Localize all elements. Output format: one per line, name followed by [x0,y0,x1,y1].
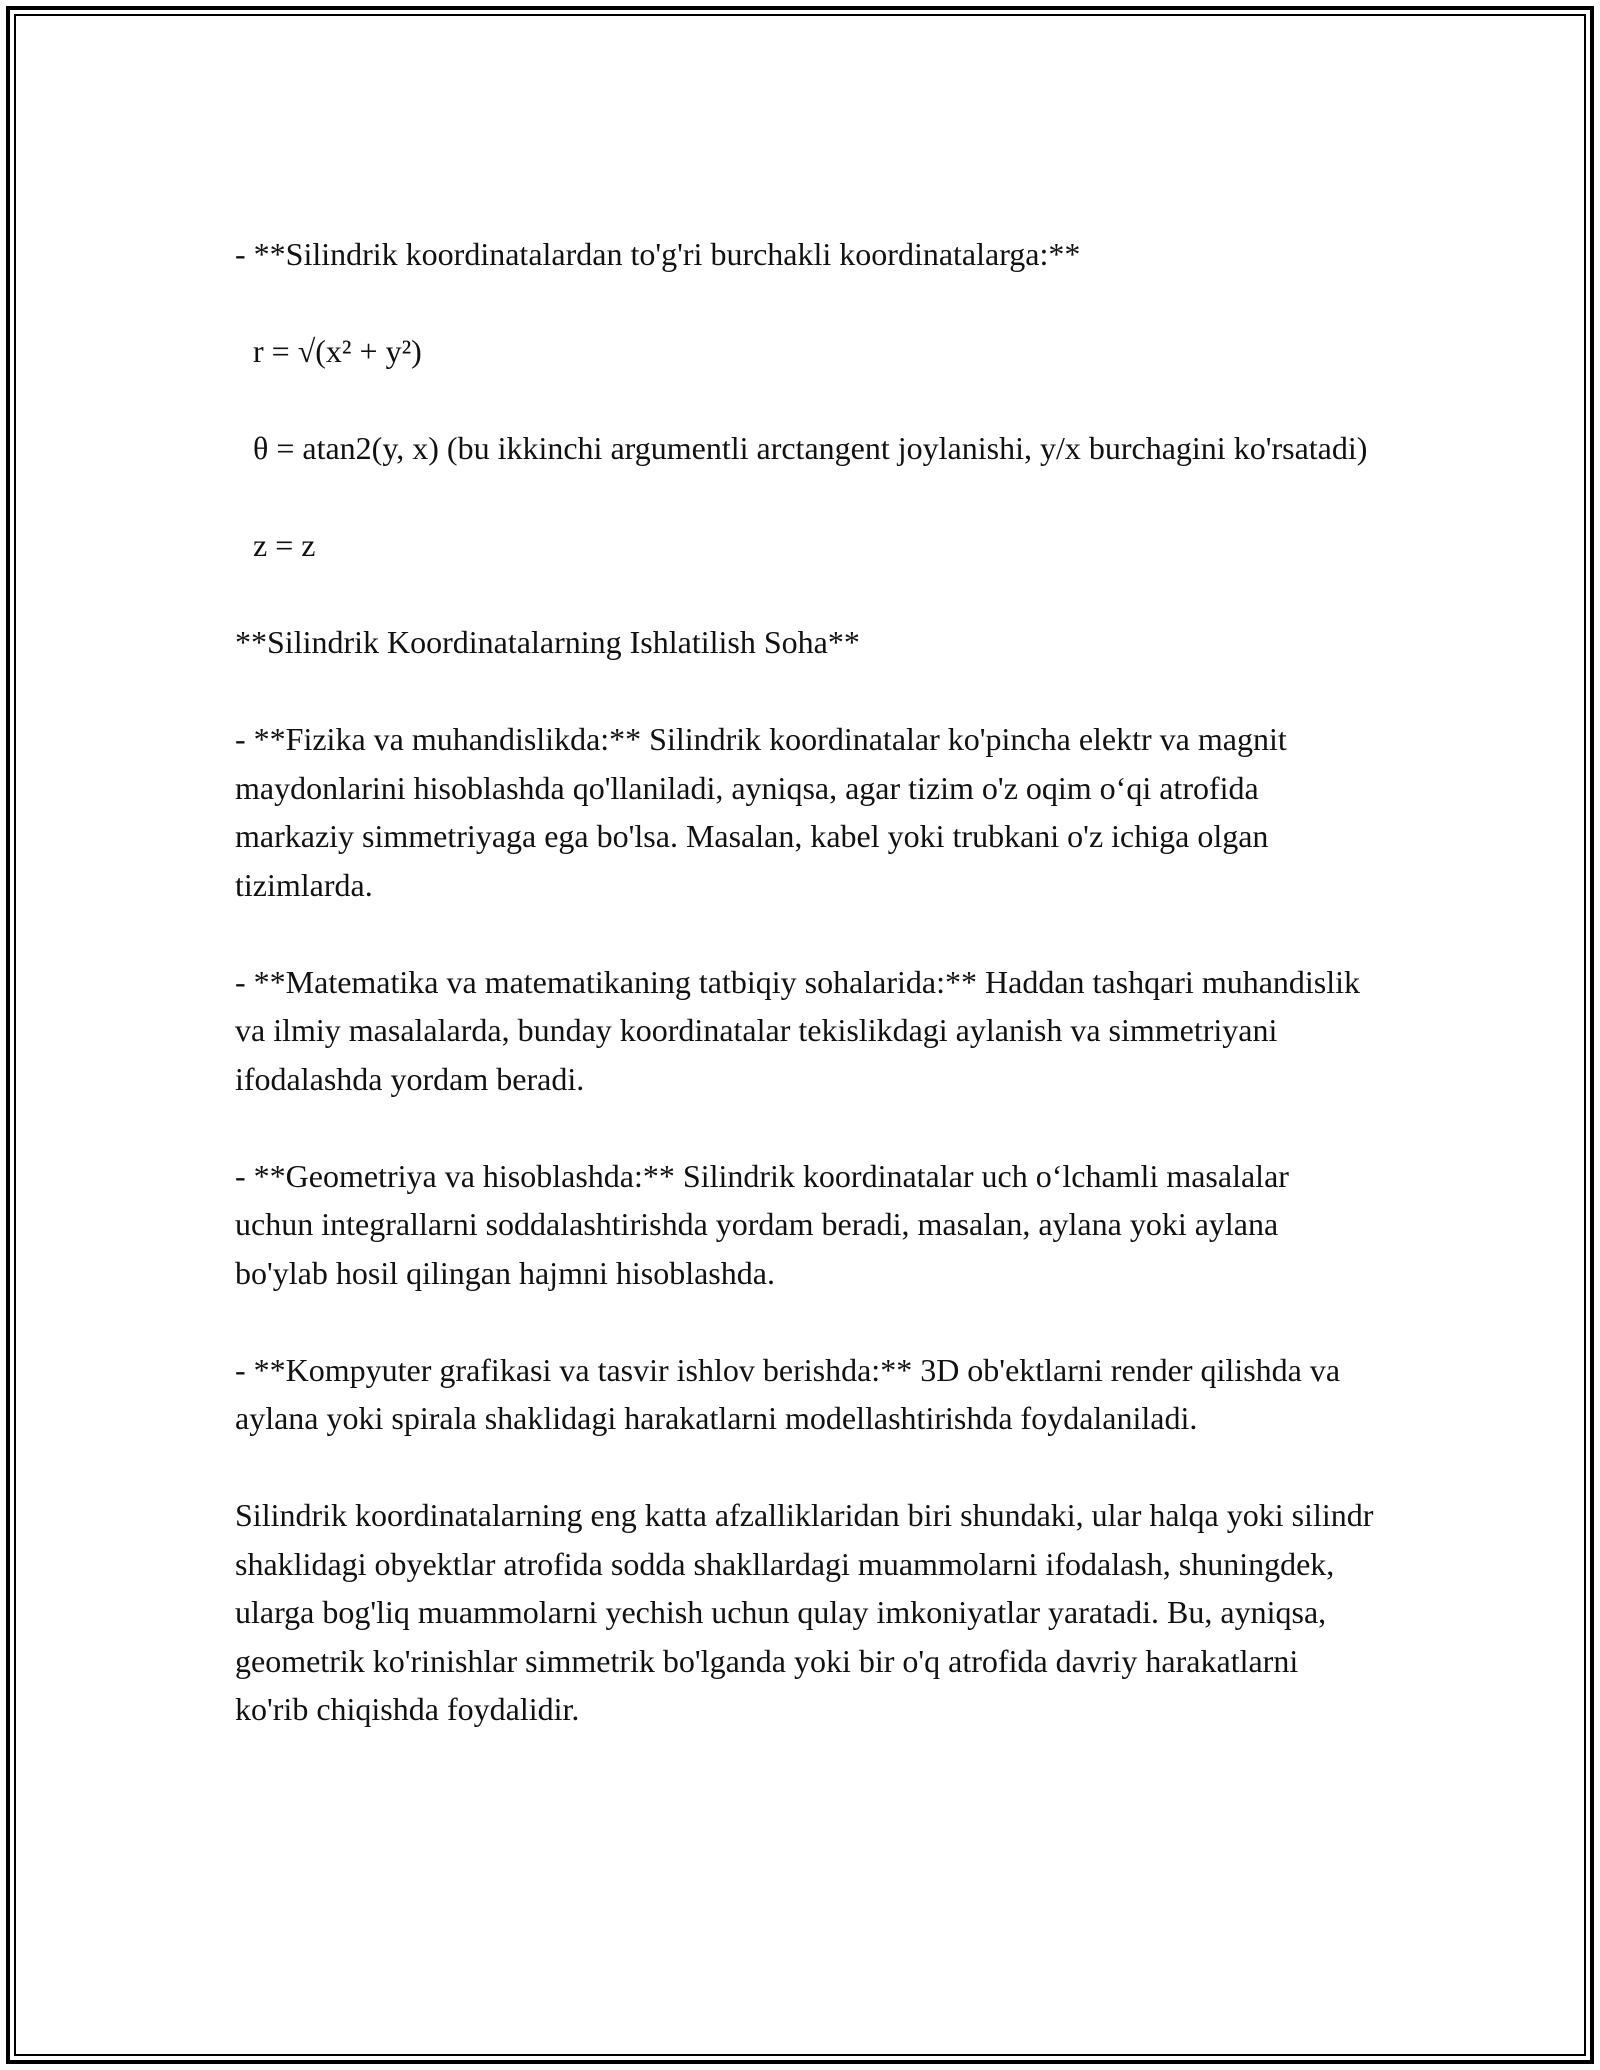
formula-z: z = z [253,527,316,563]
conclusion-paragraph: Silindrik koordinatalarning eng katta afzalliklaridan biri shundaki, ular halqa yoki silindr shaklidagi obyektlar atrofida sodda shakllardagi muammolarni ifodalash, shuningdek, ularga bog'liq muammolarni yechish uchun qulay imkoniyatlar yaratadi. Bu, ayniqsa, geometrik ko'rinishlar simmetrik bo'lganda yoki bir o'q atrofida davriy harakatlarni ko'rib chiqishda foydalidir. [235,1497,1382,1727]
bullet-geometry: - **Geometriya va hisoblashda:** Silindrik koordinatalar uch o‘lchamli masalalar uchun integrallarni soddalashtirishda yordam beradi, masalan, aylana yoki aylana bo'ylab hosil qilingan hajmni hisoblashda. [235,1157,1297,1291]
document-body [235,230,1382,1734]
paragraph-conversion-heading: - **Silindrik koordinatalardan to'g'ri burchakli koordinatalarga:** [235,236,1081,272]
bullet-graphics: - **Kompyuter grafikasi va tasvir ishlov berishda:** 3D ob'ektlarni render qilishda va aylana yoki spirala shaklidagi harakatlarni modellashtirishda foydalaniladi. [235,1351,1349,1436]
section-heading: **Silindrik Koordinatalarning Ishlatilish Soha** [235,624,860,660]
formula-theta: θ = atan2(y, x) (bu ikkinchi argumentli arctangent joylanishi, y/x burchagini ko'rsatadi) [253,430,1368,466]
bullet-math: - **Matematika va matematikaning tatbiqiy sohalarida:** Haddan tashqari muhandislik va ilmiy masalalarda, bunday koordinatalar tekislikdagi aylanish va simmetriyani ifodalashda yordam beradi. [235,963,1369,1097]
bullet-physics: - **Fizika va muhandislikda:** Silindrik koordinatalar ko'pincha elektr va magnit maydonlarini hisoblashda qo'llaniladi, ayniqsa, agar tizim o'z oqim o‘qi atrofida markaziy simmetriyaga ega bo'lsa. Masalan, kabel yoki trubkani o'z ichiga olgan tizimlarda. [235,721,1295,903]
formula-r: r = √(x² + y²) [253,333,422,369]
